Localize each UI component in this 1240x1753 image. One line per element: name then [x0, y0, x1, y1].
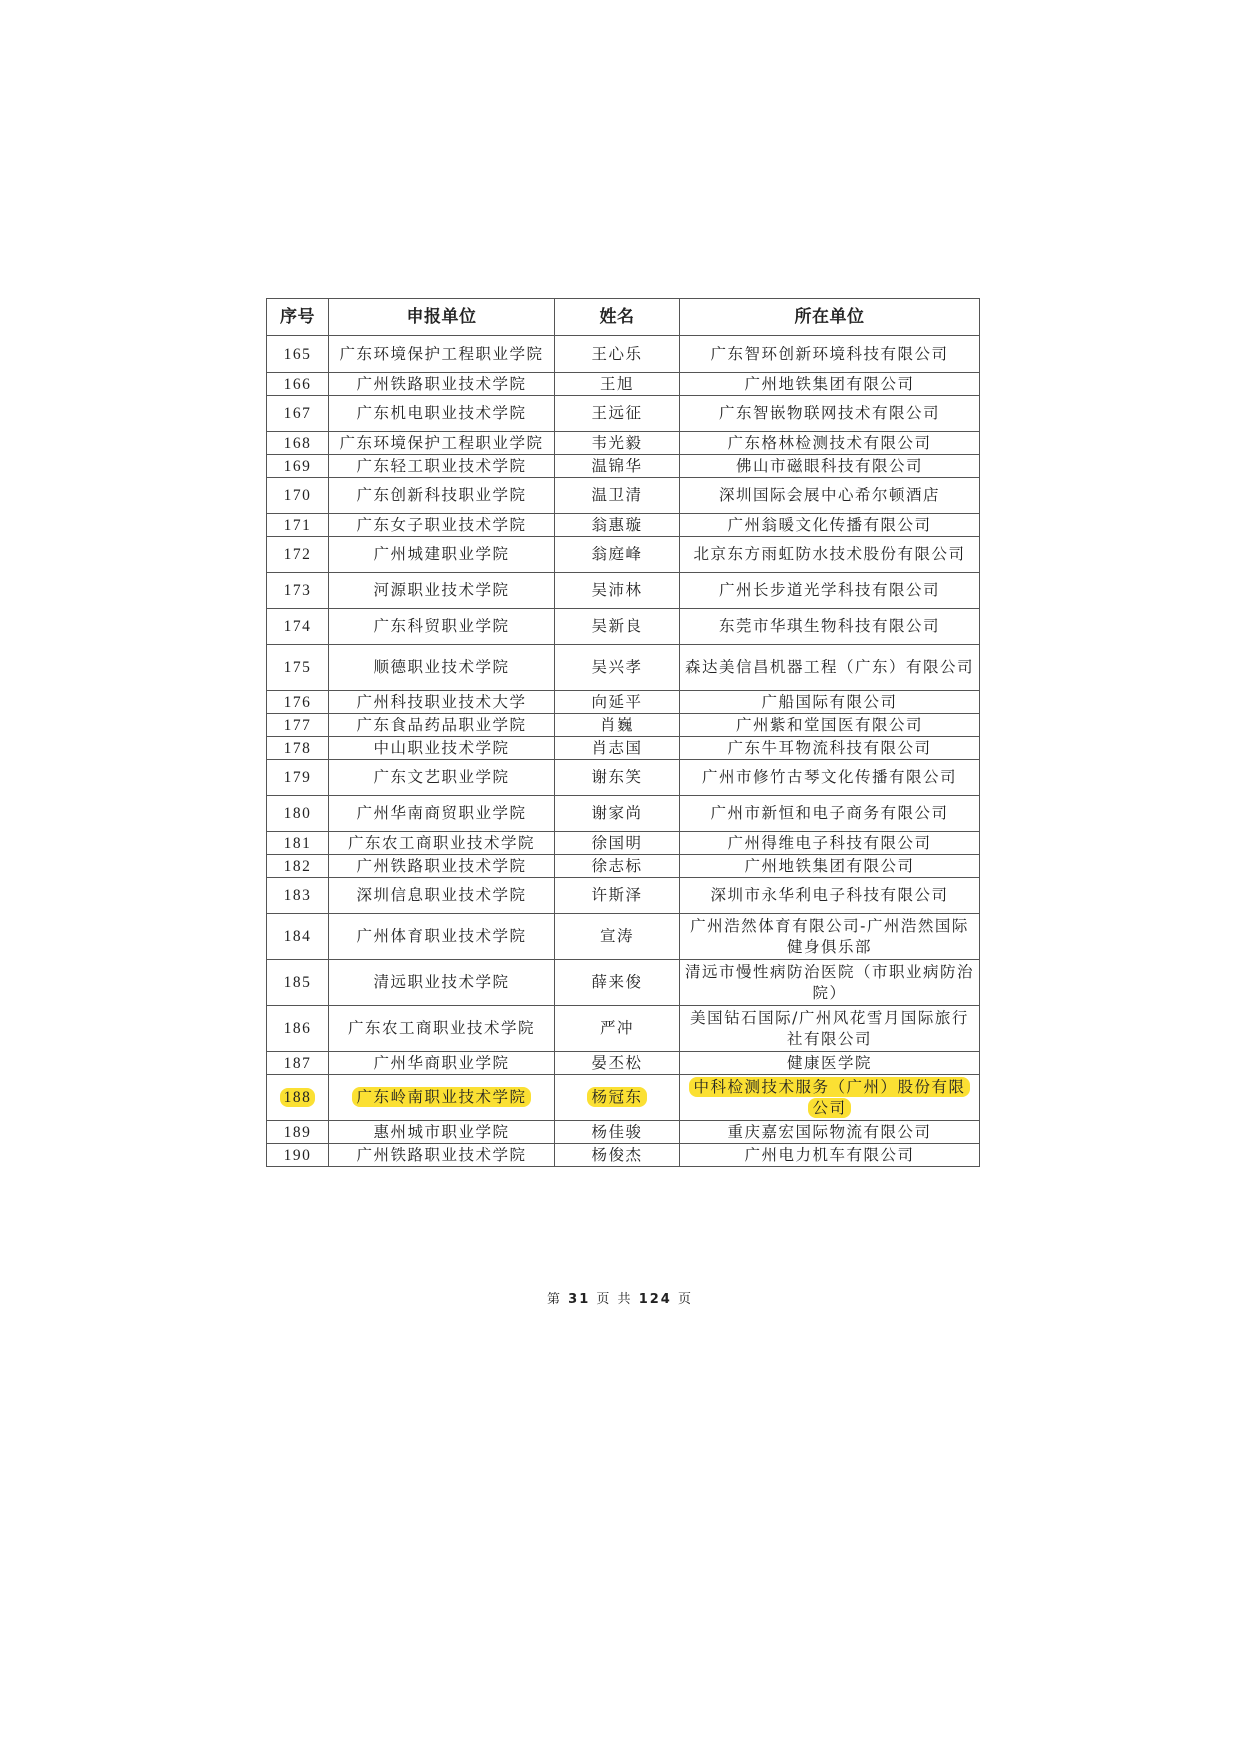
cell-workplace: 佛山市磁眼科技有限公司 — [680, 455, 980, 478]
cell-workplace: 广船国际有限公司 — [680, 691, 980, 714]
cell-workplace: 森达美信昌机器工程（广东）有限公司 — [680, 645, 980, 691]
cell-no: 170 — [267, 478, 329, 514]
table-row — [267, 609, 980, 645]
cell-no: 176 — [267, 691, 329, 714]
table-row — [267, 914, 980, 960]
table-row — [267, 960, 980, 1006]
cell-name: 严冲 — [555, 1006, 680, 1052]
cell-name: 温卫清 — [555, 478, 680, 514]
table-row — [267, 855, 980, 878]
table-row — [267, 432, 980, 455]
cell-no: 178 — [267, 737, 329, 760]
cell-name: 王远征 — [555, 396, 680, 432]
table-row — [267, 691, 980, 714]
cell-name: 徐国明 — [555, 832, 680, 855]
cell-name: 肖志国 — [555, 737, 680, 760]
cell-unit: 广州铁路职业技术学院 — [329, 855, 555, 878]
footer-prefix: 第 — [547, 1292, 563, 1307]
header-unit: 申报单位 — [329, 299, 555, 336]
cell-name: 吴新良 — [555, 609, 680, 645]
highlight-mark: 广东岭南职业技术学院 — [352, 1087, 530, 1107]
cell-no: 181 — [267, 832, 329, 855]
header-no: 序号 — [267, 299, 329, 336]
cell-no: 177 — [267, 714, 329, 737]
cell-name: 薛来俊 — [555, 960, 680, 1006]
cell-unit: 广东轻工职业技术学院 — [329, 455, 555, 478]
table-row — [267, 832, 980, 855]
table-row — [267, 537, 980, 573]
cell-workplace: 广东牛耳物流科技有限公司 — [680, 737, 980, 760]
table-row — [267, 336, 980, 373]
cell-no: 182 — [267, 855, 329, 878]
cell-name: 王心乐 — [555, 336, 680, 373]
cell-unit: 广州华南商贸职业学院 — [329, 796, 555, 832]
cell-workplace: 深圳国际会展中心希尔顿酒店 — [680, 478, 980, 514]
table-body — [267, 336, 980, 1167]
cell-unit: 中山职业技术学院 — [329, 737, 555, 760]
cell-workplace: 广东格林检测技术有限公司 — [680, 432, 980, 455]
cell-unit: 广东农工商职业技术学院 — [329, 832, 555, 855]
cell-no: 179 — [267, 760, 329, 796]
cell-no: 172 — [267, 537, 329, 573]
cell-workplace: 深圳市永华利电子科技有限公司 — [680, 878, 980, 914]
table-row — [267, 1075, 980, 1121]
cell-workplace: 广州得维电子科技有限公司 — [680, 832, 980, 855]
table-row — [267, 760, 980, 796]
roster-table — [266, 298, 980, 1167]
cell-unit: 广东科贸职业学院 — [329, 609, 555, 645]
table-row — [267, 737, 980, 760]
cell-unit: 清远职业技术学院 — [329, 960, 555, 1006]
cell-unit: 河源职业技术学院 — [329, 573, 555, 609]
cell-workplace: 广东智嵌物联网技术有限公司 — [680, 396, 980, 432]
highlight-mark: 中科检测技术服务（广州）股份有限公司 — [689, 1077, 969, 1118]
cell-workplace: 清远市慢性病防治医院（市职业病防治院） — [680, 960, 980, 1006]
table-row — [267, 396, 980, 432]
table-row — [267, 1144, 980, 1167]
cell-unit: 广东创新科技职业学院 — [329, 478, 555, 514]
cell-workplace: 广州翁暖文化传播有限公司 — [680, 514, 980, 537]
cell-unit: 广州体育职业技术学院 — [329, 914, 555, 960]
cell-no: 174 — [267, 609, 329, 645]
table-row — [267, 478, 980, 514]
table-row — [267, 373, 980, 396]
cell-unit: 广州科技职业技术大学 — [329, 691, 555, 714]
cell-workplace: 重庆嘉宏国际物流有限公司 — [680, 1121, 980, 1144]
cell-workplace: 美国钻石国际/广州风花雪月国际旅行社有限公司 — [680, 1006, 980, 1052]
header-workplace: 所在单位 — [680, 299, 980, 336]
cell-unit: 惠州城市职业学院 — [329, 1121, 555, 1144]
page-footer — [0, 1288, 1240, 1307]
cell-name: 徐志标 — [555, 855, 680, 878]
cell-name: 杨佳骏 — [555, 1121, 680, 1144]
table-header-row — [267, 299, 980, 336]
cell-no: 186 — [267, 1006, 329, 1052]
cell-unit: 广州铁路职业技术学院 — [329, 1144, 555, 1167]
cell-name — [555, 1075, 680, 1121]
cell-no — [267, 1075, 329, 1121]
highlight-mark: 杨冠东 — [587, 1087, 646, 1107]
footer-total-pages: 124 — [638, 1292, 672, 1307]
table-row — [267, 1006, 980, 1052]
cell-workplace: 广州紫和堂国医有限公司 — [680, 714, 980, 737]
highlight-mark: 188 — [280, 1088, 316, 1107]
cell-no: 183 — [267, 878, 329, 914]
cell-workplace: 广州浩然体育有限公司-广州浩然国际健身俱乐部 — [680, 914, 980, 960]
cell-name: 晏丕松 — [555, 1052, 680, 1075]
table-row — [267, 514, 980, 537]
cell-name: 许斯泽 — [555, 878, 680, 914]
table-row — [267, 714, 980, 737]
cell-workplace: 广州地铁集团有限公司 — [680, 373, 980, 396]
cell-no: 169 — [267, 455, 329, 478]
cell-no: 184 — [267, 914, 329, 960]
table-row — [267, 645, 980, 691]
table-row — [267, 1121, 980, 1144]
cell-workplace — [680, 1075, 980, 1121]
footer-page-number: 31 — [568, 1292, 591, 1307]
cell-workplace: 广州电力机车有限公司 — [680, 1144, 980, 1167]
header-name: 姓名 — [555, 299, 680, 336]
cell-name: 肖巍 — [555, 714, 680, 737]
cell-unit: 广东女子职业技术学院 — [329, 514, 555, 537]
cell-no: 190 — [267, 1144, 329, 1167]
cell-name: 翁庭峰 — [555, 537, 680, 573]
cell-name: 杨俊杰 — [555, 1144, 680, 1167]
cell-no: 185 — [267, 960, 329, 1006]
cell-name: 宣涛 — [555, 914, 680, 960]
cell-no: 166 — [267, 373, 329, 396]
cell-no: 187 — [267, 1052, 329, 1075]
table-row — [267, 573, 980, 609]
cell-workplace: 广州市新恒和电子商务有限公司 — [680, 796, 980, 832]
cell-no: 165 — [267, 336, 329, 373]
cell-no: 175 — [267, 645, 329, 691]
footer-suffix: 页 — [677, 1292, 693, 1307]
table-row — [267, 796, 980, 832]
cell-workplace: 东莞市华琪生物科技有限公司 — [680, 609, 980, 645]
table-row — [267, 1052, 980, 1075]
cell-workplace: 北京东方雨虹防水技术股份有限公司 — [680, 537, 980, 573]
cell-name: 翁惠璇 — [555, 514, 680, 537]
cell-no: 171 — [267, 514, 329, 537]
cell-name: 谢东笑 — [555, 760, 680, 796]
cell-workplace: 广州市修竹古琴文化传播有限公司 — [680, 760, 980, 796]
table-row — [267, 455, 980, 478]
cell-unit: 广东环境保护工程职业学院 — [329, 432, 555, 455]
cell-name: 吴沛林 — [555, 573, 680, 609]
cell-unit: 广东环境保护工程职业学院 — [329, 336, 555, 373]
cell-name: 谢家尚 — [555, 796, 680, 832]
cell-unit: 广东食品药品职业学院 — [329, 714, 555, 737]
cell-workplace: 广东智环创新环境科技有限公司 — [680, 336, 980, 373]
cell-no: 168 — [267, 432, 329, 455]
cell-unit: 广州铁路职业技术学院 — [329, 373, 555, 396]
cell-no: 173 — [267, 573, 329, 609]
cell-name: 吴兴孝 — [555, 645, 680, 691]
cell-unit: 广东农工商职业技术学院 — [329, 1006, 555, 1052]
cell-unit: 广州华商职业学院 — [329, 1052, 555, 1075]
cell-unit: 顺德职业技术学院 — [329, 645, 555, 691]
cell-no: 189 — [267, 1121, 329, 1144]
cell-workplace: 健康医学院 — [680, 1052, 980, 1075]
cell-unit: 广东机电职业技术学院 — [329, 396, 555, 432]
cell-unit: 广州城建职业学院 — [329, 537, 555, 573]
footer-middle: 页 共 — [596, 1292, 633, 1307]
cell-unit: 广东文艺职业学院 — [329, 760, 555, 796]
cell-name: 向延平 — [555, 691, 680, 714]
cell-no: 167 — [267, 396, 329, 432]
cell-workplace: 广州地铁集团有限公司 — [680, 855, 980, 878]
cell-no: 180 — [267, 796, 329, 832]
cell-name: 温锦华 — [555, 455, 680, 478]
cell-name: 韦光毅 — [555, 432, 680, 455]
cell-unit — [329, 1075, 555, 1121]
table-row — [267, 878, 980, 914]
cell-unit: 深圳信息职业技术学院 — [329, 878, 555, 914]
cell-workplace: 广州长步道光学科技有限公司 — [680, 573, 980, 609]
cell-name: 王旭 — [555, 373, 680, 396]
